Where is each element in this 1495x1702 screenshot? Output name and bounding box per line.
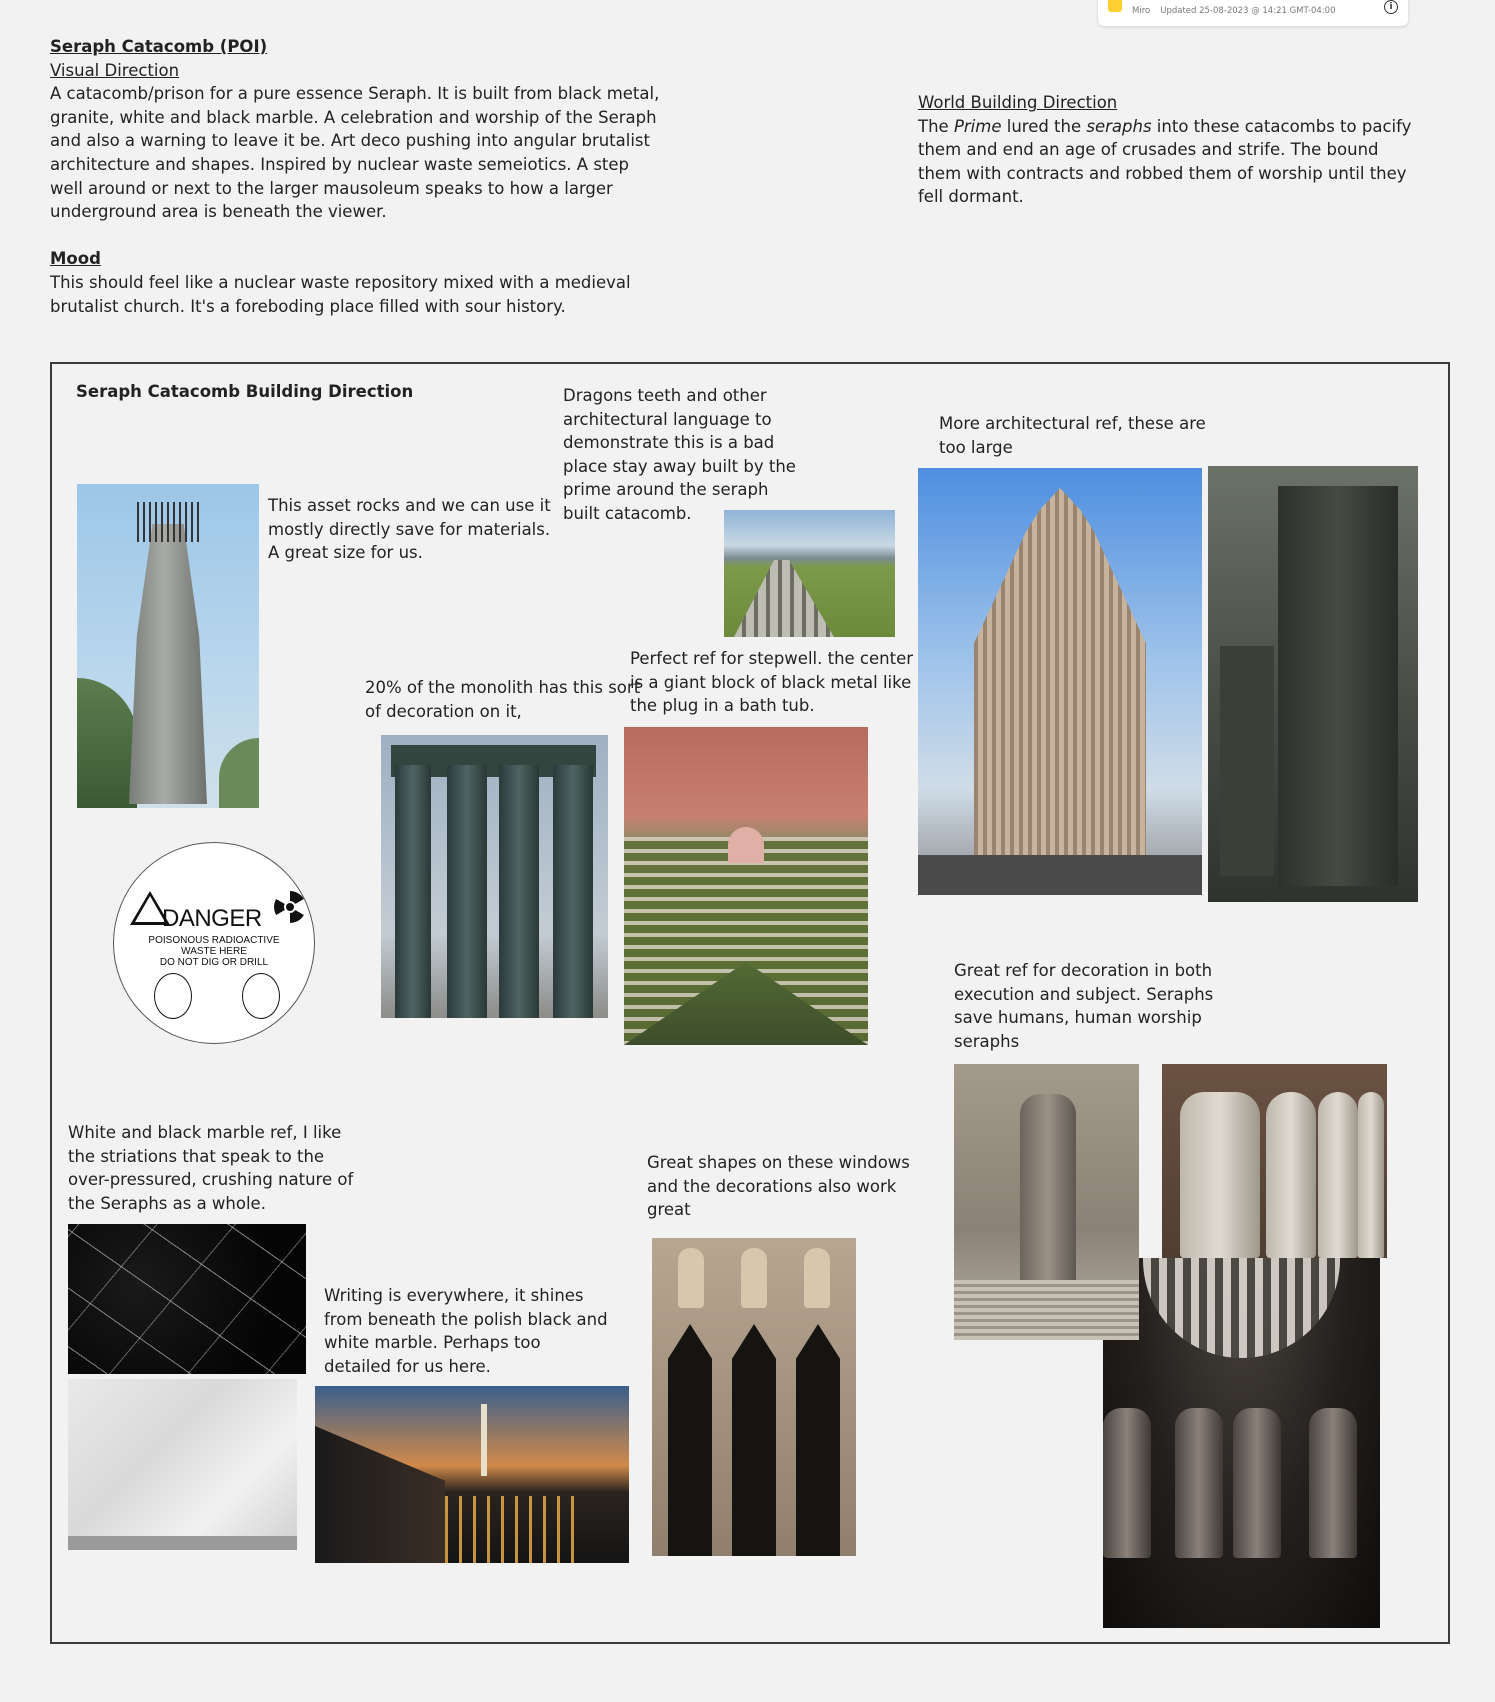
visual-direction-line: and also a warning to leave it be. Art deco pushing into angular brutalist — [50, 131, 650, 151]
world-building-heading: World Building Direction — [918, 93, 1118, 112]
stepwell-image[interactable] — [624, 727, 868, 1045]
radiation-icon — [274, 891, 306, 923]
note-line: architectural language to — [563, 409, 772, 429]
stairs-shape — [954, 1280, 1139, 1340]
pillar-shape — [553, 765, 593, 1018]
miro-logo-icon — [1108, 0, 1122, 12]
note-line: Writing is everywhere, it shines — [324, 1286, 584, 1305]
note-line: too large — [939, 437, 1013, 457]
visual-direction-line: granite, white and black marble. A celebration and worship of the Seraph — [50, 107, 657, 127]
head-shape — [1358, 1092, 1384, 1258]
world-building-line: them and end an age of crusades and strife. The bound — [918, 140, 1379, 160]
note-dragons-teeth[interactable] — [563, 384, 796, 526]
note-line: white marble. Perhaps too — [324, 1333, 541, 1353]
spacer — [50, 224, 690, 248]
sick-face-icon — [242, 973, 280, 1019]
note-line: A great size for us. — [268, 543, 423, 563]
guardian-shape — [1103, 1408, 1151, 1558]
miro-source: Miro — [1132, 6, 1151, 16]
visual-direction-line: well around or next to the larger mausoleum speaks to how a larger — [50, 178, 613, 198]
note-line: place stay away built by the — [563, 456, 796, 476]
kiosk-shape — [728, 827, 764, 863]
miro-embed-card[interactable] — [1098, 0, 1408, 26]
text-run: into these catacombs to pacify — [1151, 116, 1412, 136]
wall-shape — [315, 1426, 445, 1563]
pillar-shape — [499, 765, 539, 1018]
note-line: the plug in a bath tub. — [630, 696, 815, 716]
note-line: Perfect ref for stepwell. the center — [630, 649, 914, 668]
note-stepwell[interactable] — [630, 647, 913, 718]
pillar-shape — [447, 765, 487, 1018]
hill-shape — [219, 738, 259, 808]
note-line: the striations that speak to the — [68, 1146, 325, 1166]
building-shape — [1220, 646, 1274, 876]
guardian-shape — [1309, 1408, 1357, 1558]
obelisk-shape — [481, 1404, 487, 1476]
page-title: Seraph Catacomb (POI) — [50, 37, 268, 56]
note-line: seraphs — [954, 1031, 1020, 1051]
note-line: White and black marble ref, I like — [68, 1123, 342, 1142]
crypt-interior-image[interactable] — [1103, 1258, 1380, 1628]
white-marble-image[interactable] — [68, 1379, 297, 1550]
mood-line: brutalist church. It's a foreboding place filled with sour history. — [50, 296, 566, 316]
note-line: great — [647, 1200, 691, 1220]
note-line: Dragons teeth and other — [563, 386, 767, 405]
monolith-image[interactable] — [381, 735, 608, 1018]
archangel-figure-shape — [1020, 1094, 1076, 1284]
scared-face-icon — [154, 973, 192, 1019]
note-line: of decoration on it, — [365, 701, 522, 721]
frame-title: Seraph Catacomb Building Direction — [76, 382, 414, 401]
text-run: The — [918, 116, 954, 136]
tower-image[interactable] — [77, 484, 259, 808]
text-run: lured the — [1001, 116, 1087, 136]
world-building-line: fell dormant. — [918, 187, 1024, 207]
note-line: is a giant block of black metal like — [630, 672, 912, 692]
visual-direction-heading: Visual Direction — [50, 60, 180, 80]
note-line: This asset rocks and we can use it — [268, 496, 551, 515]
church-facade-shape — [974, 488, 1146, 858]
visual-direction-line: A catacomb/prison for a pure essence Seraph. It is built from black metal, — [50, 84, 660, 104]
world-building-line: them with contracts and robbed them of worship until they — [918, 163, 1407, 183]
danger-sign-image[interactable] — [113, 842, 315, 1044]
visual-direction-line: underground area is beneath the viewer. — [50, 202, 387, 222]
dragons-teeth-image[interactable] — [724, 510, 895, 637]
tower-spikes-shape — [137, 502, 199, 542]
lights-shape — [445, 1496, 585, 1563]
dome-shape — [1143, 1258, 1340, 1358]
note-line: the Seraphs as a whole. — [68, 1193, 266, 1213]
note-line: execution and subject. Seraphs — [954, 984, 1214, 1004]
danger-line: WASTE HERE — [181, 946, 247, 957]
head-shape — [1180, 1092, 1260, 1258]
note-writing[interactable] — [324, 1284, 608, 1378]
teeth-rows-shape — [734, 560, 834, 637]
note-line: built catacomb. — [563, 503, 692, 523]
note-line: and the decorations also work — [647, 1176, 897, 1196]
church-image[interactable] — [918, 468, 1202, 895]
danger-word: DANGER — [162, 905, 262, 932]
danger-line: DO NOT DIG OR DRILL — [159, 957, 269, 968]
battle-monument-image[interactable] — [954, 1064, 1139, 1340]
header-block — [50, 35, 690, 318]
note-line: from beneath the polish black and — [324, 1309, 608, 1329]
visual-direction-line: architecture and shapes. Inspired by nuclear waste semeiotics. A step — [50, 154, 630, 174]
note-line: More architectural ref, these are — [939, 414, 1206, 433]
mood-heading: Mood — [50, 249, 101, 269]
guardian-shape — [1233, 1408, 1281, 1558]
head-shape — [1318, 1092, 1358, 1258]
world-building-line — [918, 115, 1418, 139]
window-shape — [796, 1324, 840, 1556]
window-shape — [668, 1324, 712, 1556]
note-line: detailed for us here. — [324, 1356, 491, 1376]
seraphs-term: seraphs — [1086, 116, 1152, 136]
head-shape — [1266, 1092, 1316, 1258]
note-asset[interactable] — [268, 494, 551, 565]
statue-shape — [741, 1248, 767, 1308]
info-icon[interactable]: i — [1384, 0, 1398, 14]
stone-heads-image[interactable] — [1162, 1064, 1387, 1258]
note-line: over-pressured, crushing nature of — [68, 1170, 354, 1190]
note-more-ref[interactable] — [939, 412, 1206, 459]
note-line: demonstrate this is a bad — [563, 433, 775, 453]
note-line: save humans, human worship — [954, 1008, 1202, 1028]
window-shape — [732, 1324, 776, 1556]
memorial-wall-image[interactable] — [315, 1386, 629, 1563]
mood-line: This should feel like a nuclear waste repository mixed with a medieval — [50, 272, 631, 292]
ground-shape — [918, 855, 1202, 895]
note-line: 20% of the monolith has this sort — [365, 678, 641, 697]
statue-shape — [804, 1248, 830, 1308]
hill-shape — [77, 678, 137, 808]
danger-line: POISONOUS RADIOACTIVE — [148, 935, 280, 946]
dark-monolith-image[interactable] — [1208, 466, 1418, 902]
note-line: mostly directly save for materials. — [268, 519, 551, 539]
note-monolith[interactable] — [365, 676, 640, 723]
pillar-shape — [395, 765, 431, 1018]
steps-shape — [624, 837, 868, 1045]
note-line: prime around the seraph — [563, 480, 769, 500]
note-marble[interactable] — [68, 1121, 353, 1215]
note-windows[interactable] — [647, 1151, 910, 1222]
note-decoration[interactable] — [954, 959, 1213, 1053]
world-building-block — [918, 91, 1418, 209]
statue-shape — [678, 1248, 704, 1308]
building-shape — [1278, 486, 1398, 886]
black-marble-image[interactable] — [68, 1224, 306, 1374]
guardian-shape — [1175, 1408, 1223, 1558]
deco-windows-image[interactable] — [652, 1238, 856, 1556]
note-line: Great shapes on these windows — [647, 1153, 910, 1172]
tower-body-shape — [129, 524, 207, 804]
miro-meta — [1132, 6, 1346, 16]
miro-updated: Updated 25-08-2023 @ 14:21 GMT-04:00 — [1160, 6, 1336, 16]
note-line: Great ref for decoration in both — [954, 961, 1213, 980]
prime-term: Prime — [953, 116, 1002, 136]
